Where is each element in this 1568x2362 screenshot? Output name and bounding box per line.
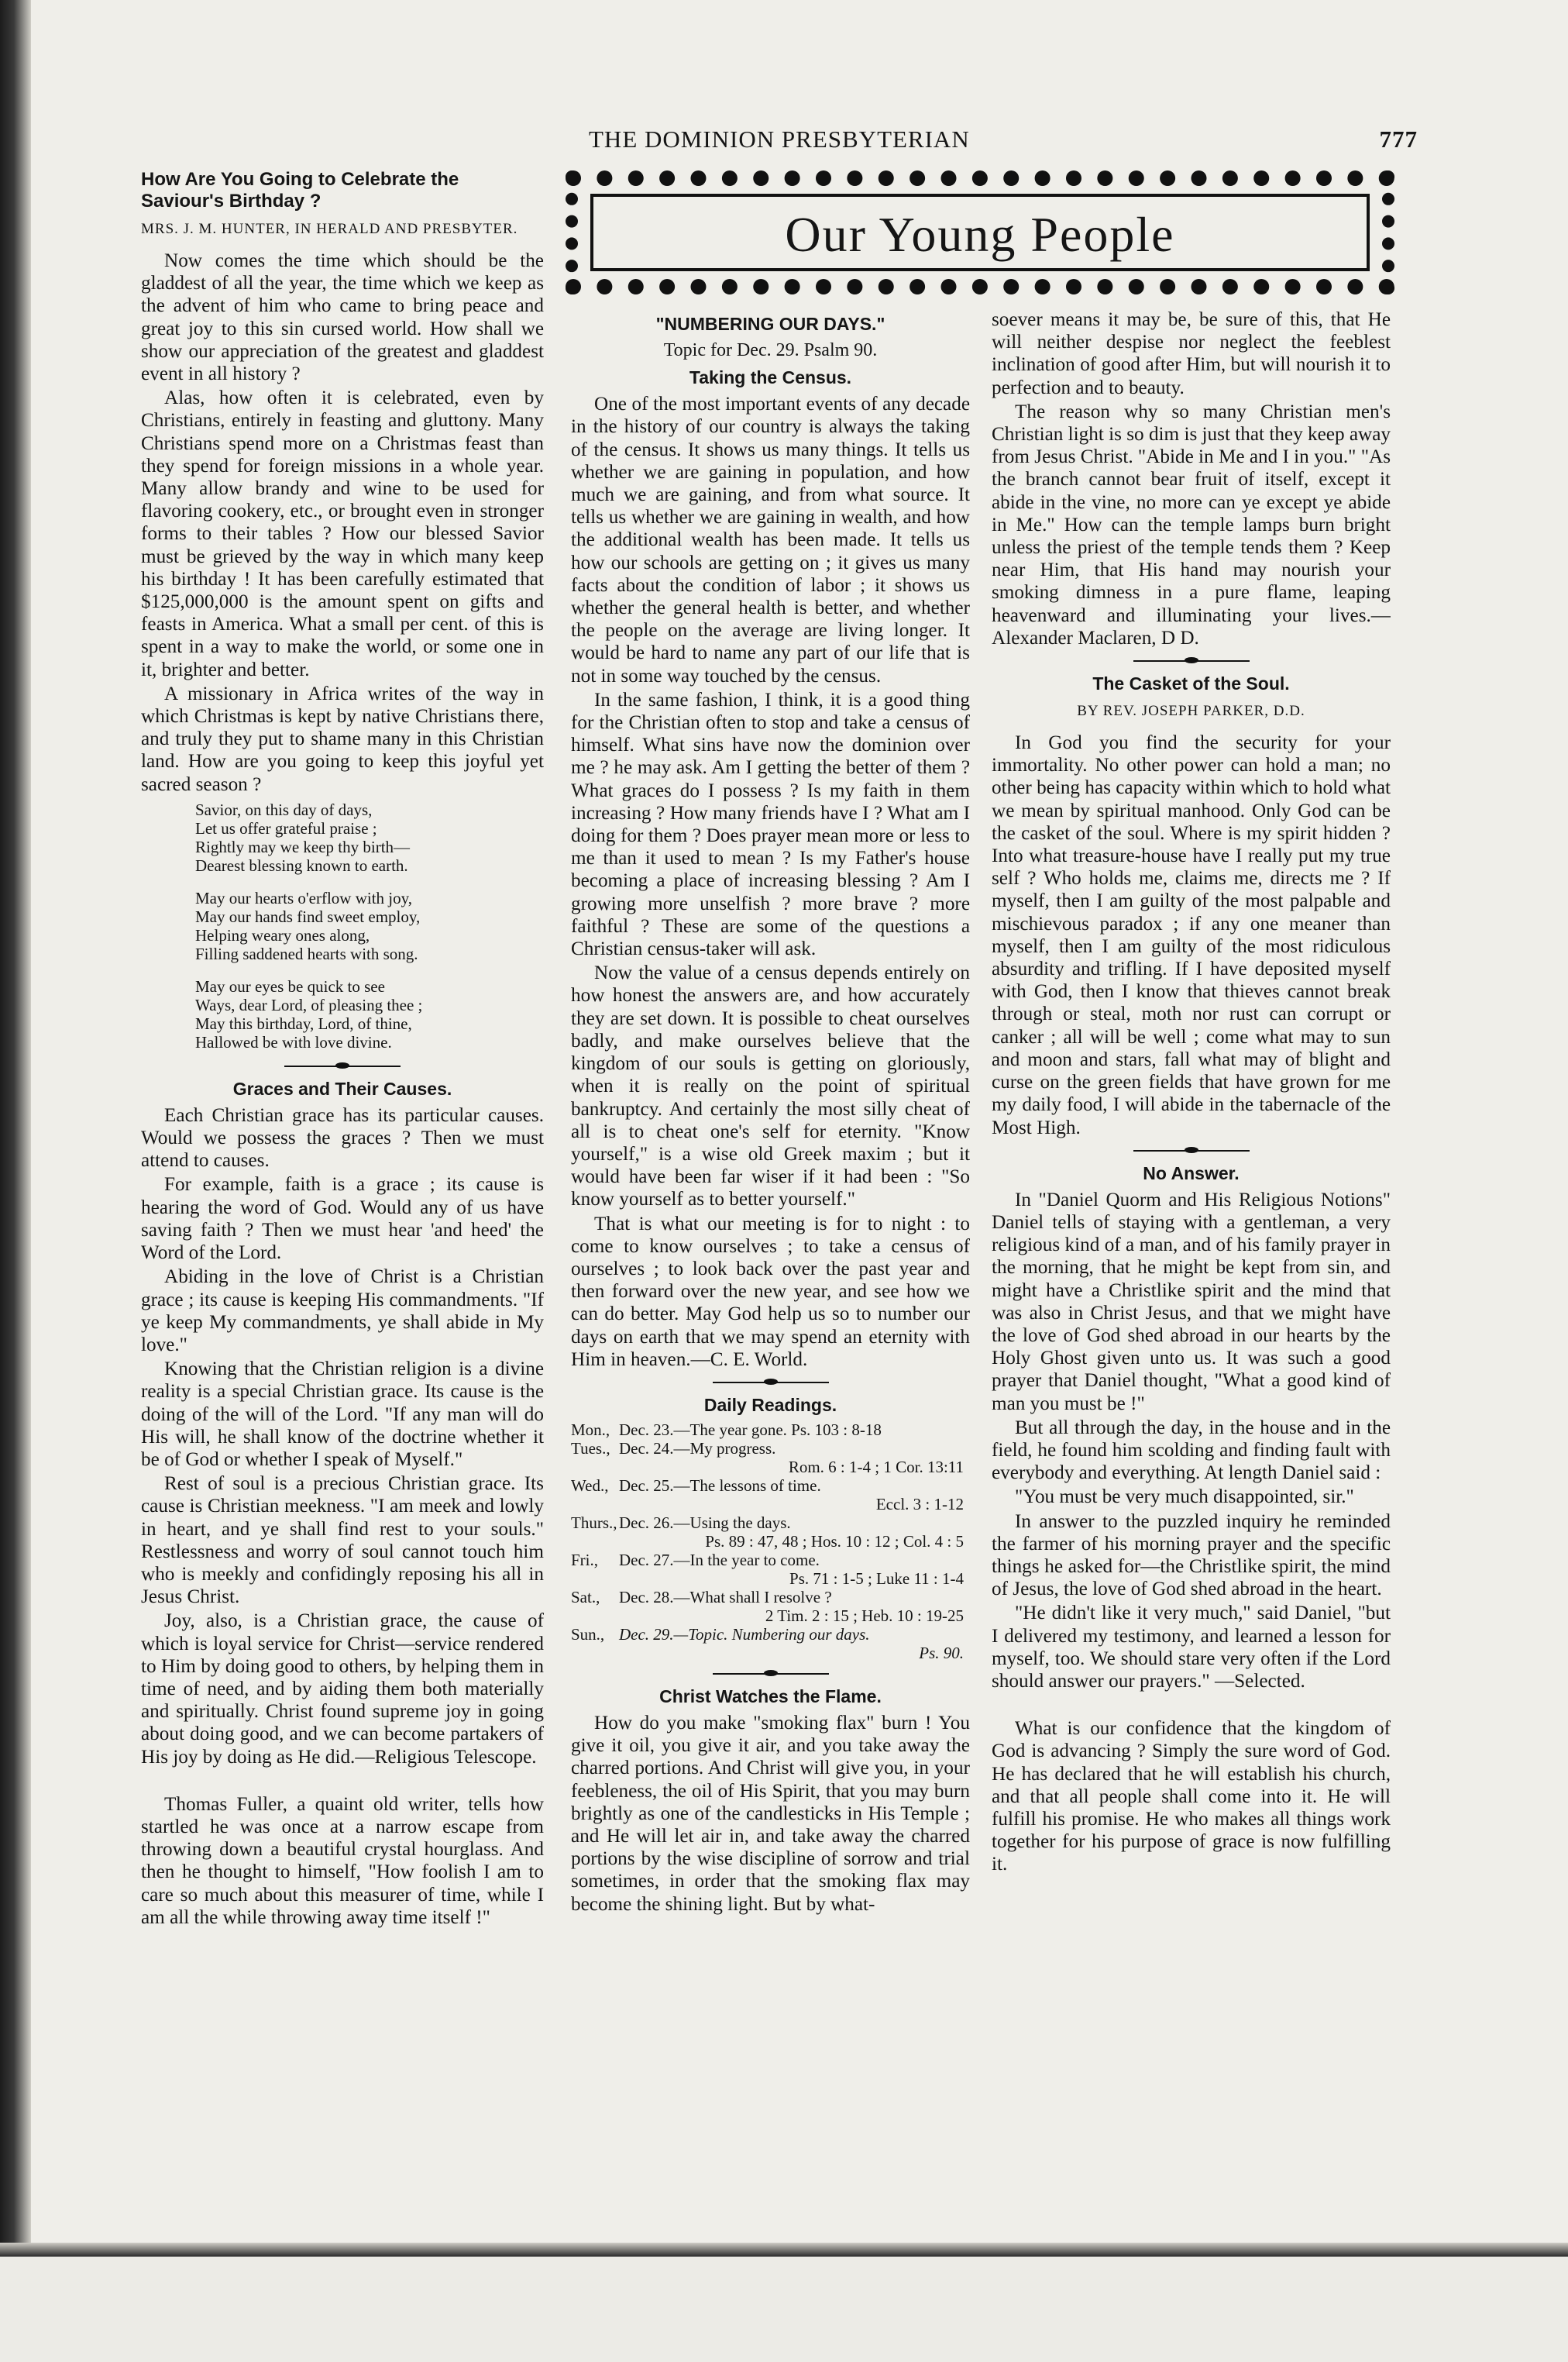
paragraph: In answer to the puzzled inquiry he reminded the farmer of his morning prayer and the specific things he asked for—the Christlike spirit, the mind of Jesus, the love of God shed abroad in the heart. (992, 1510, 1391, 1600)
paragraph: In "Daniel Quorm and His Religious Notions" Daniel tells of staying with a gentleman, a very religious kind of a man, and of his family prayer in the morning, that he might be kept from sin, and might have a Christlike spirit and the mind that was also in Christ Jesus, and that we might have the love of God shed abroad in our hearts by the Holy Ghost given unto us. It was such a good prayer that Daniel thought, "What a good kind of man you must be !" (992, 1189, 1391, 1414)
reading-day: Sun., (571, 1624, 605, 1644)
reading-entry: Dec. 27.—In the year to come. (619, 1550, 820, 1569)
reading-text (619, 1625, 970, 1662)
reading-text (619, 1551, 970, 1588)
reading-reference: Rom. 6 : 1-4 ; 1 Cor. 13:11 (788, 1457, 964, 1476)
paragraph: The reason why so many Christian men's Christian light is so dim is just that they keep away from Jesus Christ. "Abide in Me and I in you." "As the branch cannot bear fruit of itself, except it abide in the vine, no more can ye except ye abide in Me." How can the temple lamps burn bright unless the priest of the temple tends them ? Keep near Him, that His hand may nourish your smoking dimness in a pure flame, leaping heavenward and illuminating your lives.—Alexander Maclaren, D D. (992, 401, 1391, 649)
section-separator (713, 1673, 829, 1675)
table-row (571, 1625, 970, 1662)
reading-day: Sat., (571, 1587, 600, 1606)
poem-line: Let us offer grateful praise ; (195, 818, 377, 838)
article-title: How Are You Going to Celebrate the Saviour's Birthday ? (141, 169, 459, 212)
spacer (992, 1694, 1391, 1717)
reading-day: Fri., (571, 1550, 599, 1569)
article-byline: MRS. J. M. HUNTER, IN HERALD AND PRESBYTER. (141, 221, 518, 237)
reading-text (619, 1439, 970, 1476)
reading-entry: Dec. 29.—Topic. Numbering our days. (619, 1624, 870, 1644)
poem-line: May our hands find sweet employ, (195, 907, 421, 926)
reading-text (619, 1588, 970, 1625)
poem-line: Rightly may we keep thy birth— (195, 837, 411, 856)
paragraph: A missionary in Africa writes of the way in which Christmas is kept by native Christians there, and truly they put to shame many in this Christian land. How are you going to keep this joyful yet sacred season ? (141, 683, 544, 795)
spacer (141, 1770, 544, 1793)
poem-line: Hallowed be with love divine. (195, 1032, 392, 1052)
paragraph: "He didn't like it very much," said Daniel, "but I delivered my testimony, and learned a lesson for myself, too. We should stare very often if the Lord should answer our prayers." —Selected. (992, 1603, 1391, 1692)
paragraph: What is our confidence that the kingdom of God is advancing ? Simply the sure word of God. He has declared that he will establish his church, and that all people shall come into it. He will fulfill his promise. He who makes all things work together for his purpose of grace is now fulfilling it. (992, 1718, 1391, 1875)
paragraph: "You must be very much disappointed, sir." (1015, 1486, 1354, 1508)
poem-line: Filling saddened hearts with song. (195, 944, 418, 963)
poem (195, 801, 544, 1052)
table-row (571, 1420, 970, 1439)
poem-stanza (195, 801, 544, 875)
article-title: Christ Watches the Flame. (659, 1685, 882, 1706)
article-topic: Topic for Dec. 29. Psalm 90. (663, 340, 878, 360)
banner-title: Our Young People (785, 207, 1175, 262)
reading-text (619, 1476, 970, 1513)
table-row (571, 1513, 970, 1551)
publication-title: THE DOMINION PRESBYTERIAN (589, 126, 970, 153)
column-3 (992, 308, 1391, 2362)
reading-reference: Ps. 90. (919, 1643, 964, 1662)
reading-entry: Dec. 25.—The lessons of time. (619, 1475, 821, 1495)
table-row (571, 1551, 970, 1588)
scan-edge-left (0, 0, 31, 2257)
section-separator (284, 1066, 401, 1067)
section-separator (1133, 1150, 1250, 1152)
poem-line: Savior, on this day of days, (195, 800, 373, 819)
reading-day: Thurs., (571, 1513, 617, 1532)
paragraph: Now the value of a census depends entirely on how honest the answers are, and how accurately they are set down. It is possible to cheat ourselves badly, and make ourselves believe that the kingdom of our souls is getting on gloriously, when it is really on the point of spiritual bankruptcy. And certainly the most silly cheat of all is to cheat one's self for eternity. "Know yourself," is a wise old Greek maxim ; but it would have been far wiser if it had been : "So know yourself as to better yourself." (571, 962, 970, 1210)
column-1 (141, 164, 544, 2218)
poem-stanza (195, 977, 544, 1052)
poem-line: Helping weary ones along, (195, 925, 370, 945)
reading-text (619, 1513, 970, 1551)
paragraph: Alas, how often it is celebrated, even by Christians, entirely in feasting and gluttony. Many Christians spend more on a Christmas feast than they spend for foreign missions in a whole year. Many allow brandy and wine to be used for flavoring cookery, etc., or brought even in stronger forms to their tables ? How our blessed Savior must be grieved by the way in which many keep his birthday ! It has been carefully estimated that $125,000,000 is the amount spent on gifts and feasts in America. What a small per cent. of this is spent in a way to make the world, or some one in it, brighter and better. (141, 387, 544, 680)
daily-readings-table (571, 1420, 970, 1662)
column-2 (571, 308, 970, 2362)
reading-entry: Dec. 28.—What shall I resolve ? (619, 1587, 832, 1606)
paragraph: Now comes the time which should be the gladdest of all the year, the time which we keep as the advent of him who came to bring peace and great joy to this sin cursed world. How shall we show our appreciation of the greatest and gladdest event in all history ? (141, 250, 544, 385)
paragraph: One of the most important events of any decade in the history of our country is always the taking of the census. It shows us many things. It tells us whether we are gaining in population, and how much we are gaining, and from what source. It tells us whether we are gaining in wealth, and how the additional wealth has been made. It tells us how our schools are getting on ; it gives us many facts about the condition of labor ; it shows us whether the general health is better, and whether the people on the average are living longer. It would be hard to name any part of our life that is not in some way touched by the census. (571, 394, 970, 687)
reading-entry: Dec. 24.—My progress. (619, 1438, 776, 1458)
poem-line: May our eyes be quick to see (195, 976, 385, 996)
reading-day: Tues., (571, 1438, 610, 1458)
reading-entry: Dec. 26.—Using the days. (619, 1513, 791, 1532)
poem-line: Ways, dear Lord, of pleasing thee ; (195, 995, 423, 1014)
paragraph: For example, faith is a grace ; its cause is hearing the word of God. Would any of us have saving faith ? Then we must hear 'and heed' the Word of the Lord. (141, 1174, 544, 1264)
paragraph: How do you make "smoking flax" burn ! You give it oil, you give it air, and you take away the charred portions. And Christ will give you, in your feebleness, the oil of His Spirit, that you may burn brightly as one of the candlesticks in His Temple ; and He will let air in, and take away the charred portions by the wise discipline of sorrow and trial sometimes, in order that the smoking flax may become the shining light. But by what- (571, 1712, 970, 1915)
poem-line: May our hearts o'erflow with joy, (195, 888, 413, 907)
poem-stanza (195, 889, 544, 963)
article-title: The Casket of the Soul. (1092, 673, 1290, 694)
paragraph: soever means it may be, be sure of this, that He will neither despise nor neglect the feeblest inclination of good after Him, but will nourish it to perfection and to beauty. (992, 309, 1391, 398)
poem-line: May this birthday, Lord, of thine, (195, 1014, 412, 1033)
table-row (571, 1439, 970, 1476)
reading-day: Mon., (571, 1420, 610, 1439)
paragraph: That is what our meeting is for to night : to come to know ourselves ; to take a census of ourselves ; to look back over the past year and then forward over the new year, and see how we can do better. May God help us so to number our days on earth that we may spend an eternity with Him in heaven.—C. E. World. (571, 1213, 970, 1370)
paragraph: Rest of soul is a precious Christian grace. Its cause is Christian meekness. "I am meek and lowly in heart, and ye shall find rest to your souls." Restlessness and worry of soul cannot touch him who is meekly and confidingly reposing his all in Jesus Christ. (141, 1473, 544, 1608)
poem-line: Dearest blessing known to earth. (195, 856, 408, 875)
paragraph: In God you find the security for your immortality. No other power can hold a man; no other being has capacity within which to hold what we mean by spiritual manhood. Only God can be the casket of the soul. Where is my spirit hidden ? Into what treasure-house have I really put my true self ? Who holds me, claims me, directs me ? If myself, then I am guilty of the most palpable and mischievous paradox ; if any one meaner than myself, then I am guilty of the most ridiculous absurdity and trifling. If I have deposited myself with God, then I know that thieves cannot break through or steal, moth nor rust can corrupt or canker ; all will be well ; come what may to sun and moon and stars, fall what may of blight and curse on the green fields that have grown for me my daily food, I will abide in the tabernacle of the Most High. (992, 732, 1391, 1138)
reading-reference: Ps. 89 : 47, 48 ; Hos. 10 : 12 ; Col. 4 : 5 (705, 1531, 964, 1551)
paragraph: Knowing that the Christian religion is a divine reality is a special Christian grace. Its cause is the doing of the will of the Lord. "If any man will do His will, he shall know of the doctrine whether it be of God or whether I speak of Myself." (141, 1358, 544, 1470)
paragraph: Joy, also, is a Christian grace, the cause of which is loyal service for Christ—service rendered to Him by doing good to others, by helping them in time of need, and by aiding them both materially and spiritually. Christ found supreme joy in going about doing good, and we can become partakers of His joy by doing as He did.—Religious Telescope. (141, 1610, 544, 1768)
reading-day: Wed., (571, 1475, 609, 1495)
table-row (571, 1476, 970, 1513)
reading-entry: Dec. 23.—The year gone. Ps. 103 : 8-18 (619, 1420, 882, 1439)
paragraph: Thomas Fuller, a quaint old writer, tells how startled he was once at a narrow escape from throwing down a beautiful crystal hourglass. And then he thought to himself, "How foolish I am to care so much about this measurer of time, while I am all the while throwing away time itself !" (141, 1793, 544, 1928)
reading-reference: Ps. 71 : 1-5 ; Luke 11 : 1-4 (789, 1568, 964, 1588)
article-subtitle: Taking the Census. (689, 367, 852, 388)
article-title: No Answer. (1143, 1162, 1240, 1183)
reading-reference: Eccl. 3 : 1-12 (875, 1494, 964, 1513)
article-title: "NUMBERING OUR DAYS." (655, 314, 885, 334)
paragraph: In the same fashion, I think, it is a good thing for the Christian often to stop and take a census of himself. What sins have now the dominion over me ? he may ask. Am I getting the better of them ? What graces do I possess ? Is my faith in them increasing ? How many friends have I ? What am I doing for them ? Does prayer mean more or less to me than it used to mean ? Is my Father's house becoming a place of increasing blessing ? Am I growing more unselfish ? more brave ? more faithful ? These are some of the questions a Christian census-taker will ask. (571, 689, 970, 960)
section-separator (713, 1382, 829, 1383)
readings-title: Daily Readings. (703, 1394, 837, 1415)
page-number: 777 (1379, 126, 1418, 153)
section-separator (1133, 660, 1250, 662)
reading-text (619, 1420, 970, 1439)
table-row (571, 1588, 970, 1625)
paragraph: But all through the day, in the house and in the field, he found him scolding and finding fault with everybody and everything. At length Daniel said : (992, 1417, 1391, 1484)
article-byline: BY REV. JOSEPH PARKER, D.D. (1077, 703, 1305, 720)
article-title: Graces and Their Causes. (232, 1078, 452, 1099)
paragraph: Each Christian grace has its particular causes. Would we possess the graces ? Then we must attend to causes. (141, 1104, 544, 1172)
paragraph: Abiding in the love of Christ is a Christian grace ; its cause is keeping His commandments. "If ye keep My commandments, ye shall abide in My love." (141, 1266, 544, 1355)
reading-reference: 2 Tim. 2 : 15 ; Heb. 10 : 19-25 (765, 1606, 964, 1625)
section-banner (566, 170, 1394, 294)
